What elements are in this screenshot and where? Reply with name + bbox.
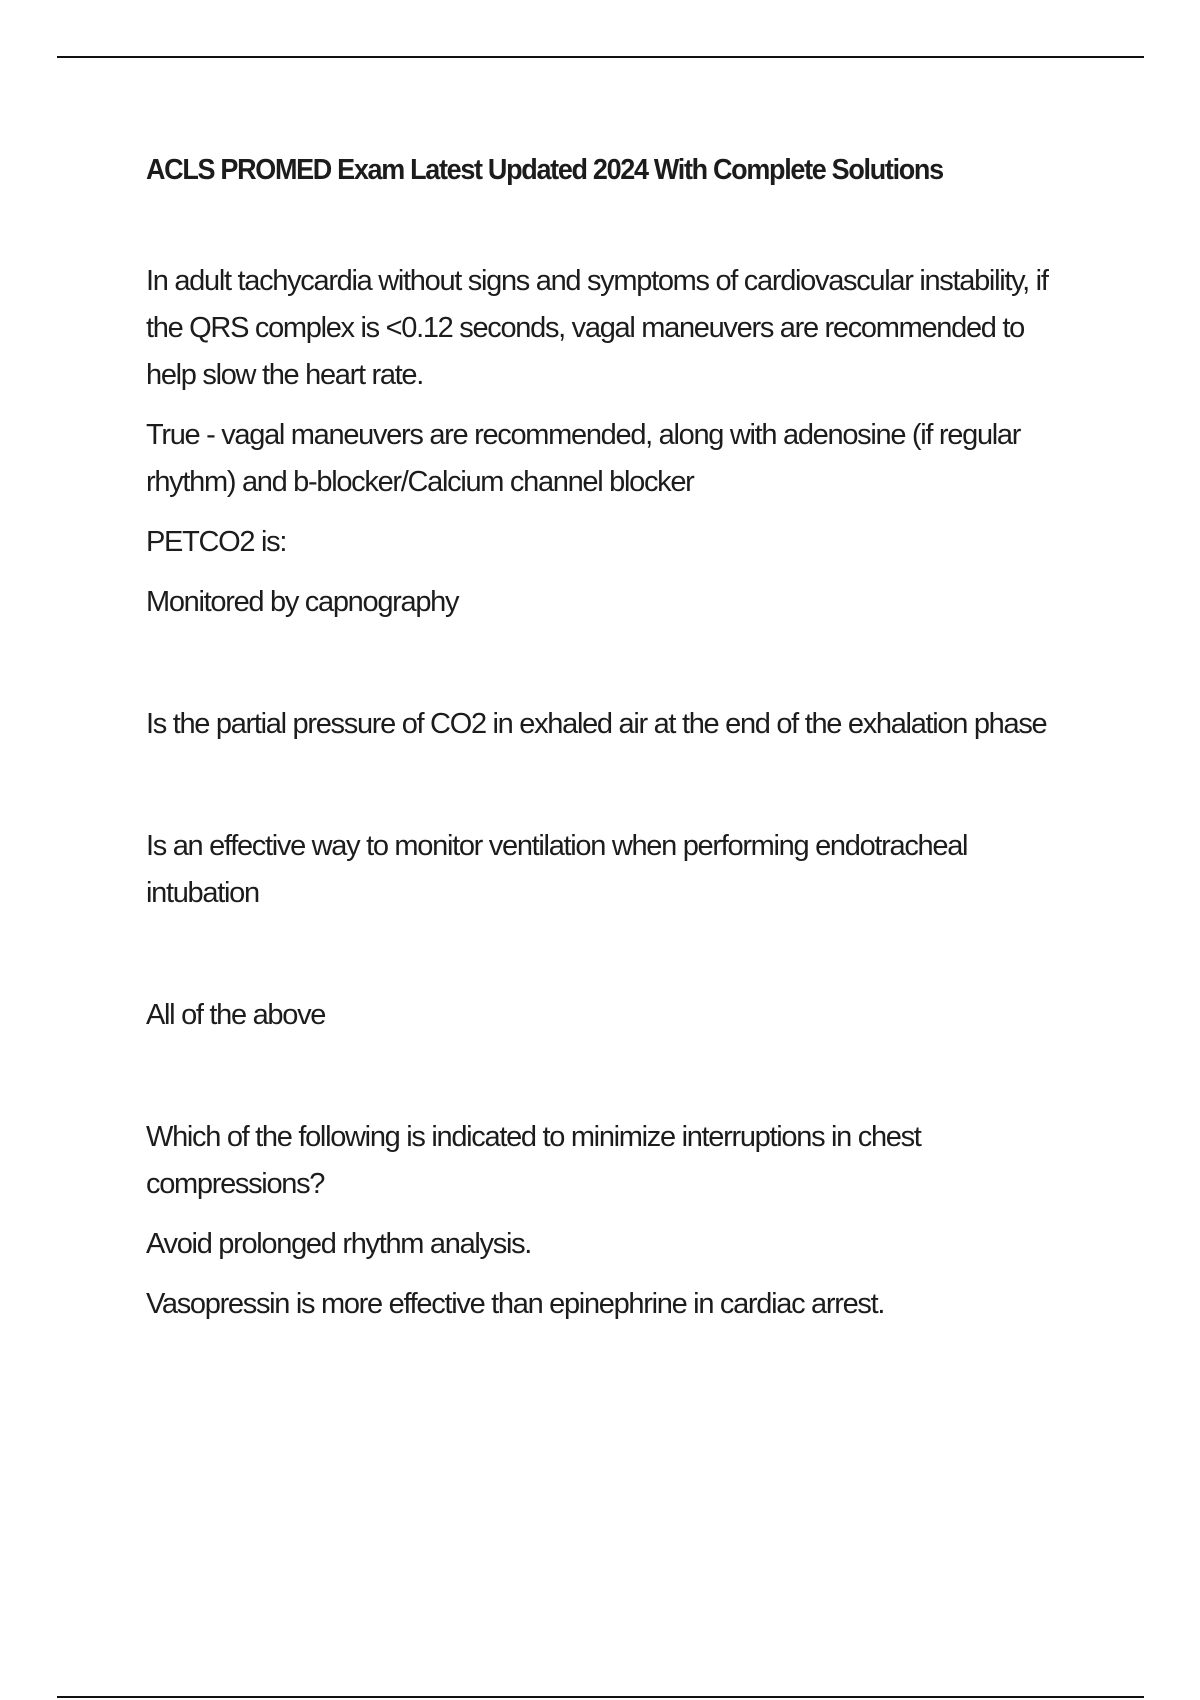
option-monitor-ventilation: Is an effective way to monitor ventilation when performing endotracheal intubation: [146, 830, 968, 909]
option-capnography: Monitored by capnography: [146, 586, 459, 618]
question-vasopressin: Vasopressin is more effective than epinephrine in cardiac arrest.: [146, 1288, 885, 1320]
question-tachycardia: In adult tachycardia without signs and symptoms of cardiovascular instability, if the QRS complex is <0.12 seconds, vagal maneuvers are recommended to help slow the heart rate.: [146, 265, 1048, 391]
answer-tachycardia: True - vagal maneuvers are recommended, along with adenosine (if regular rhythm) and b-blocker/Calcium channel blocker: [146, 419, 1021, 498]
option-all-of-the-above: All of the above: [146, 999, 326, 1031]
question-petco2: PETCO2 is:: [146, 526, 287, 558]
question-interruptions: Which of the following is indicated to minimize interruptions in chest compressions?: [146, 1121, 921, 1200]
document-title: ACLS PROMED Exam Latest Updated 2024 With Complete Solutions: [146, 154, 943, 186]
header-rule: [57, 56, 1144, 58]
answer-rhythm-analysis: Avoid prolonged rhythm analysis.: [146, 1228, 532, 1260]
option-partial-pressure: Is the partial pressure of CO2 in exhaled air at the end of the exhalation phase: [146, 708, 1047, 740]
page-content: [146, 146, 1076, 1328]
footer-rule: [57, 1696, 1144, 1698]
